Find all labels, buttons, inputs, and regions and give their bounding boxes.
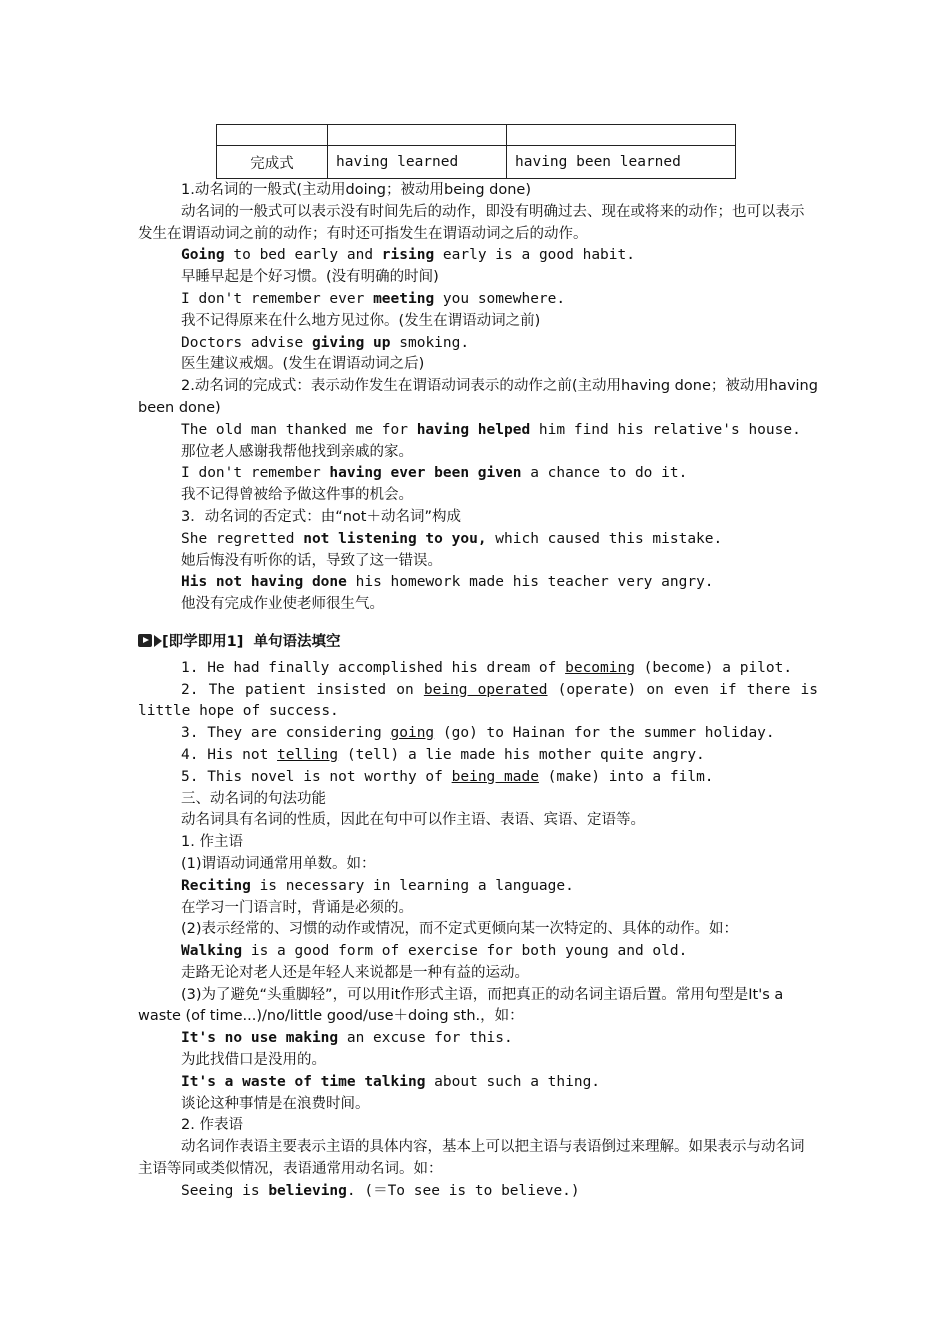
example-translation: 走路无论对老人还是年轻人来说都是一种有益的运动。 [181, 964, 529, 981]
answer: being made [451, 768, 539, 785]
section-3-heading: 三、动名词的句法功能 [181, 790, 326, 807]
bold-term: His not having done [181, 574, 347, 591]
table-cell [507, 125, 736, 146]
text: Doctors advise [181, 334, 312, 351]
text: 2. The patient insisted on [181, 681, 424, 698]
exercise-item [138, 745, 818, 767]
text: you somewhere. [434, 290, 566, 307]
table-cell-passive: having been learned [507, 146, 736, 179]
text: (make) into a film. [538, 768, 714, 785]
text: a chance to do it. [521, 465, 688, 482]
section-heading [138, 632, 818, 654]
text: is a good form of exercise for both young and old. [242, 943, 688, 960]
exercise-item [138, 680, 818, 724]
play-icon [138, 634, 152, 647]
text: smoking. [390, 334, 470, 351]
example-translation: 我不记得曾被给予做这件事的机会。 [181, 487, 413, 504]
text: 3. They are considering [181, 725, 391, 742]
example-sentence [138, 572, 818, 594]
paragraph: (1)谓语动词通常用单数。如： [181, 855, 376, 872]
bold-term: It's a waste of time talking [181, 1073, 426, 1090]
section-tag: [即学即用1] [162, 633, 244, 650]
point-1-heading: 1.动名词的一般式(主动用doing；被动用being done) [181, 182, 531, 198]
paragraph: (2)表示经常的、习惯的动作或情况，而不定式更倾向某一次特定的、具体的动作。如： [181, 921, 739, 938]
table-cell-form: 完成式 [217, 146, 328, 179]
text: which caused this mistake. [486, 530, 723, 547]
table-row [217, 146, 736, 179]
conjugation-table [216, 124, 736, 179]
example-translation: 谈论这种事情是在浪费时间。 [181, 1095, 370, 1112]
bold-term: having helped [416, 421, 531, 438]
bold-term: Walking [181, 943, 243, 960]
exercise-item [138, 658, 818, 680]
subheading: 1. 作主语 [181, 834, 243, 851]
table-cell [217, 125, 328, 146]
bold-term: rising [381, 247, 435, 264]
bold-term: not listening to you, [303, 530, 487, 547]
paragraph: 动名词作表语主要表示主语的具体内容，基本上可以把主语与表语倒过来理解。如果表示与动名词主语等同或类似情况，表语通常用动名词。如： [138, 1139, 805, 1178]
paragraph: 动名词具有名词的性质，因此在句中可以作主语、表语、宾语、定语等。 [181, 812, 645, 829]
example-sentence [138, 876, 818, 898]
bold-term: It's no use making [181, 1030, 339, 1047]
table-cell-active: having learned [328, 146, 507, 179]
example-sentence [138, 1028, 818, 1050]
arrow-icon [154, 635, 162, 647]
exercise-item [138, 723, 818, 745]
example-translation: 他没有完成作业使老师很生气。 [181, 596, 384, 613]
paragraph: 动名词的一般式可以表示没有时间先后的动作，即没有明确过去、现在或将来的动作；也可以表示发生在谓语动词之前的动作；有时还可指发生在谓语动词之后的动作。 [138, 203, 805, 242]
example-translation: 她后悔没有听你的话，导致了这一错误。 [181, 552, 442, 569]
bold-term: Reciting [181, 877, 251, 894]
example-sentence [138, 1072, 818, 1094]
paragraph: (3)为了避免“头重脚轻”，可以用it作形式主语，而把真正的动名词主语后置。常用句型是It's a waste (of time...)/no/little good/use＋doing sth.，如： [138, 986, 784, 1025]
text: The old man thanked me for [181, 421, 417, 438]
bold-term: having ever been given [329, 465, 522, 482]
text: (become) a pilot. [634, 659, 793, 676]
text: Seeing is [181, 1182, 269, 1199]
example-sentence [138, 245, 818, 267]
bold-term: believing [268, 1182, 347, 1199]
example-translation: 医生建议戒烟。(发生在谓语动词之后) [181, 356, 425, 373]
example-sentence [138, 463, 818, 485]
example-translation: 为此找借口是没用的。 [181, 1052, 326, 1069]
section-title: 单句语法填空 [253, 633, 341, 650]
text: to bed early and [224, 247, 382, 264]
bold-term: giving up [311, 334, 391, 351]
example-sentence [138, 420, 818, 442]
answer: being operated [423, 681, 548, 698]
answer: becoming [565, 659, 635, 676]
text: 4. His not [181, 746, 278, 763]
table-cell [328, 125, 507, 146]
example-sentence [138, 529, 818, 551]
text: I don't remember [181, 465, 330, 482]
text: him find his relative's house. [530, 421, 801, 438]
point-2-heading: 2.动名词的完成式：表示动作发生在谓语动词表示的动作之前(主动用having done；被动用having been done) [138, 378, 818, 416]
example-sentence [138, 289, 818, 311]
text: She regretted [181, 530, 304, 547]
answer: telling [277, 746, 339, 763]
text: (go) to Hainan for the summer holiday. [434, 725, 775, 742]
example-sentence [138, 333, 818, 355]
exercise-item [138, 767, 818, 789]
example-translation: 那位老人感谢我帮他找到亲戚的家。 [181, 443, 413, 460]
text: (tell) a lie made his mother quite angry. [338, 746, 705, 763]
text: 5. This novel is not worthy of [181, 768, 452, 785]
example-translation: 在学习一门语言时，背诵是必须的。 [181, 899, 413, 916]
text: is necessary in learning a language. [250, 877, 574, 894]
example-translation: 我不记得原来在什么地方见过你。(发生在谓语动词之前) [181, 312, 541, 329]
table-row [217, 125, 736, 146]
point-3-heading: 3．动名词的否定式：由“not＋动名词”构成 [181, 508, 461, 525]
document-body [138, 180, 818, 1203]
answer: going [390, 725, 435, 742]
text: early is a good habit. [434, 247, 635, 264]
bold-term: meeting [373, 290, 435, 307]
example-sentence [138, 1181, 818, 1203]
text: (operate) on even if there is little hope of success. [138, 681, 818, 720]
text: his homework made his teacher very angry. [346, 574, 714, 591]
text: 1. He had finally accomplished his dream of [181, 659, 566, 676]
example-translation: 早睡早起是个好习惯。(没有明确的时间) [181, 269, 439, 286]
example-sentence [138, 941, 818, 963]
text: . (＝To see is to believe.) [346, 1182, 580, 1199]
bold-term: Going [181, 247, 225, 264]
text: about such a thing. [425, 1073, 601, 1090]
text: an excuse for this. [338, 1030, 513, 1047]
text: I don't remember ever [181, 290, 374, 307]
subheading: 2. 作表语 [181, 1117, 243, 1134]
